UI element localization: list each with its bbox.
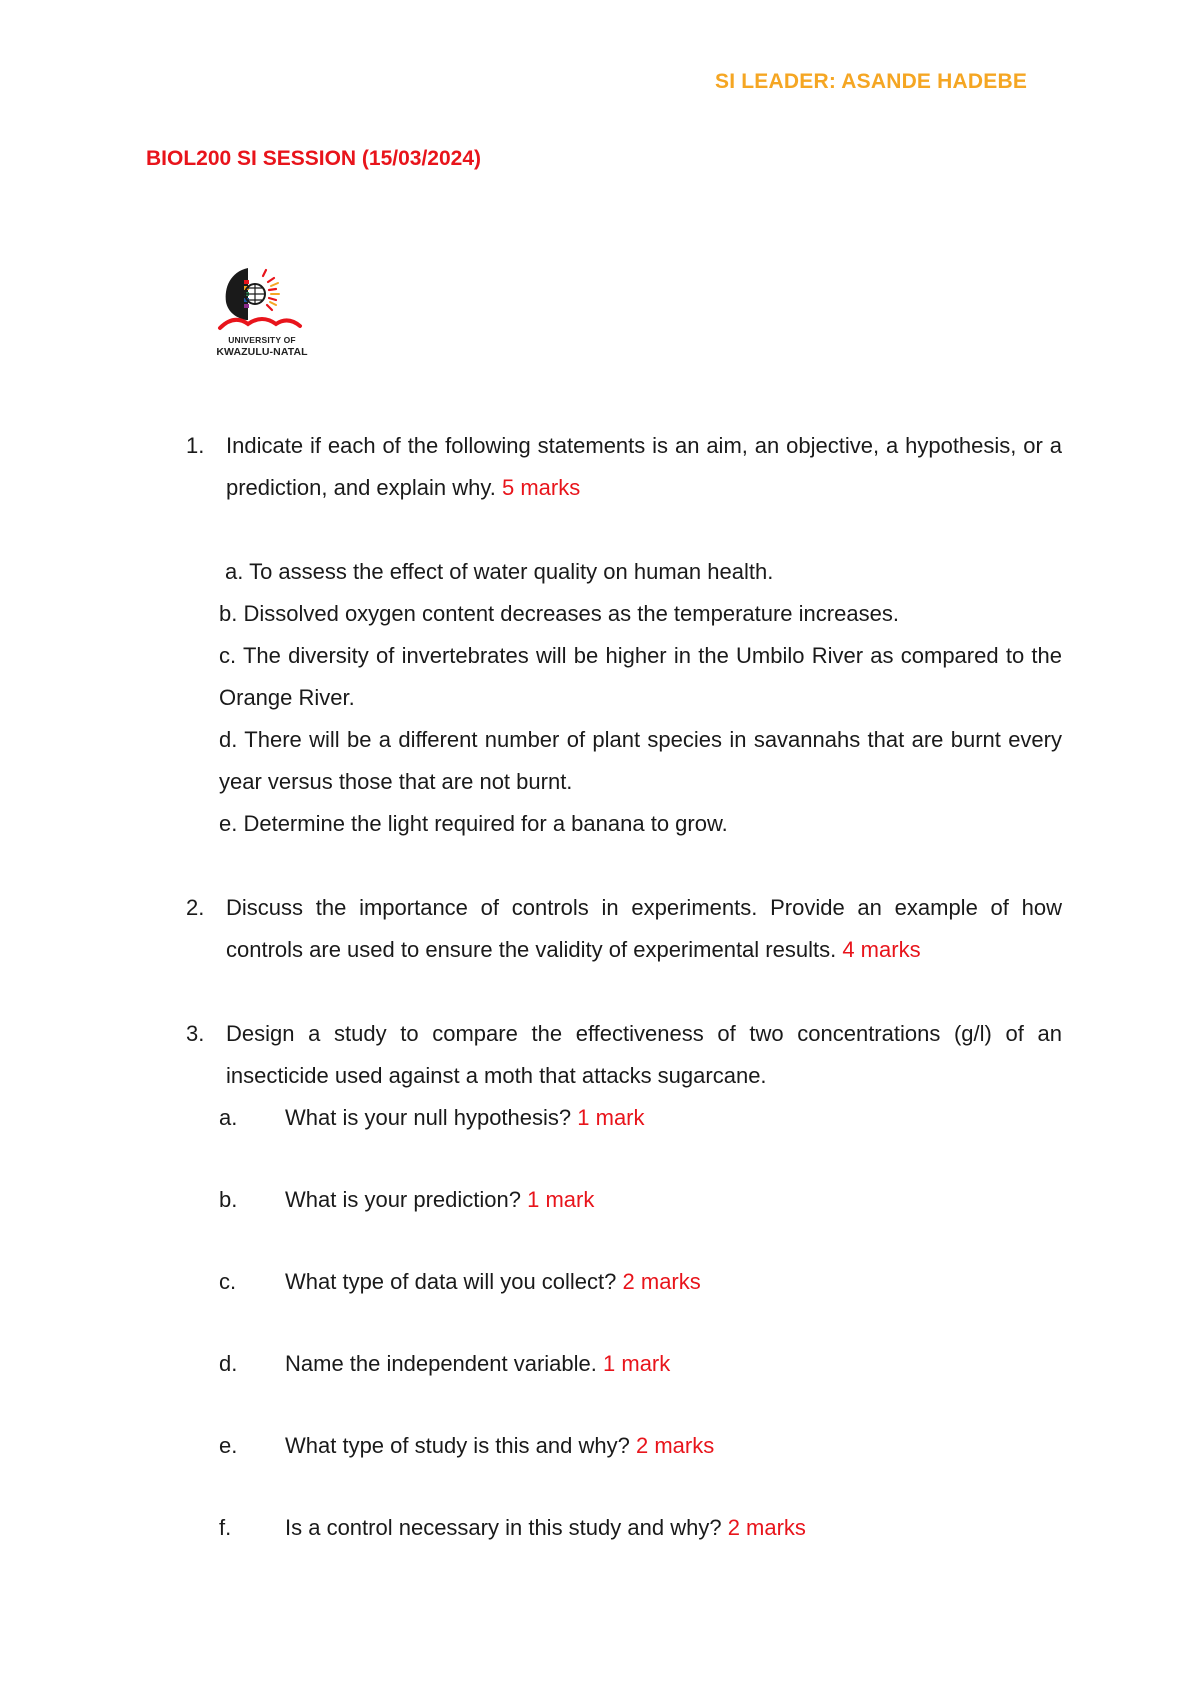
logo-text-university-of: UNIVERSITY OF (228, 335, 296, 345)
ukzn-shield-icon (208, 262, 316, 334)
subpart-text (285, 1507, 1062, 1549)
subpart-letter: d. (219, 1351, 238, 1376)
statement-e: e. Determine the light required for a banana to grow. (219, 811, 728, 836)
subpart-letter: c. (219, 1269, 237, 1294)
ukzn-logo (208, 262, 316, 362)
subpart-prompt: What type of study is this and why? (285, 1433, 630, 1458)
question-number: 3. (186, 1021, 205, 1046)
statement-b: b. Dissolved oxygen content decreases as the temperature increases. (219, 601, 899, 626)
question-text (226, 887, 1062, 971)
session-title: BIOL200 SI SESSION (15/03/2024) (146, 147, 481, 170)
subpart-text (285, 1343, 1062, 1385)
question-text (226, 425, 1062, 509)
question-number: 1. (186, 433, 205, 458)
marks-label: 1 mark (577, 1105, 645, 1130)
marks-label: 1 mark (603, 1351, 671, 1376)
subpart-text (285, 1261, 1062, 1303)
marks-label: 2 marks (727, 1515, 806, 1540)
question-1 (186, 425, 1062, 509)
subpart-letter: e. (219, 1433, 238, 1458)
marks-label: 4 marks (842, 937, 921, 962)
spacer (186, 1221, 1062, 1261)
subpart-text (285, 1179, 1062, 1221)
question-3 (186, 1013, 1062, 1097)
subpart-letter: f. (219, 1515, 232, 1540)
subpart-text (285, 1425, 1062, 1467)
subpart-prompt: Is a control necessary in this study and why? (285, 1515, 722, 1540)
subpart-prompt: What is your null hypothesis? (285, 1105, 572, 1130)
question-prompt: Design a study to compare the effectiveness of two concentrations (g/l) of an insecticide used against a moth that attacks sugarcane. (226, 1021, 1062, 1088)
subpart-text (285, 1097, 1062, 1139)
subpart-prompt: Name the independent variable. (285, 1351, 597, 1376)
question-2 (186, 887, 1062, 971)
marks-label: 2 marks (635, 1433, 715, 1458)
question-prompt: Indicate if each of the following statements is an aim, an objective, a hypothesis, or a prediction, and explain why. (226, 433, 1062, 500)
subpart-d (219, 1343, 1062, 1385)
marks-label: 2 marks (622, 1269, 701, 1294)
question-number: 2. (186, 895, 205, 920)
statement-list (186, 551, 1062, 845)
question-prompt: Discuss the importance of controls in experiments. Provide an example of how controls are used to ensure the validity of experimental results. (226, 895, 1062, 962)
subpart-letter: a. (219, 1105, 238, 1130)
statement-d: d. There will be a different number of plant species in savannahs that are burnt every year versus those that are not burnt. (219, 727, 1062, 794)
subpart-e (219, 1425, 1062, 1467)
spacer (186, 971, 1062, 1013)
subpart-prompt: What type of data will you collect? (285, 1269, 617, 1294)
statement-a: a. To assess the effect of water quality on human health. (225, 559, 774, 584)
statement-c: c. The diversity of invertebrates will be higher in the Umbilo River as compared to the Orange River. (219, 643, 1062, 710)
subpart-a (219, 1097, 1062, 1139)
marks-label: 5 marks (502, 475, 581, 500)
si-leader-header: SI LEADER: ASANDE HADEBE (715, 70, 1028, 93)
spacer (186, 845, 1062, 887)
spacer (186, 1139, 1062, 1179)
logo-text-kwazulu-natal: KWAZULU-NATAL (216, 346, 308, 358)
subpart-c (219, 1261, 1062, 1303)
question-list (186, 425, 1062, 1549)
subpart-b (219, 1179, 1062, 1221)
subpart-f (219, 1507, 1062, 1549)
subpart-letter: b. (219, 1187, 238, 1212)
spacer (186, 509, 1062, 551)
spacer (186, 1303, 1062, 1343)
spacer (186, 1385, 1062, 1425)
subpart-prompt: What is your prediction? (285, 1187, 521, 1212)
marks-label: 1 mark (527, 1187, 595, 1212)
spacer (186, 1467, 1062, 1507)
